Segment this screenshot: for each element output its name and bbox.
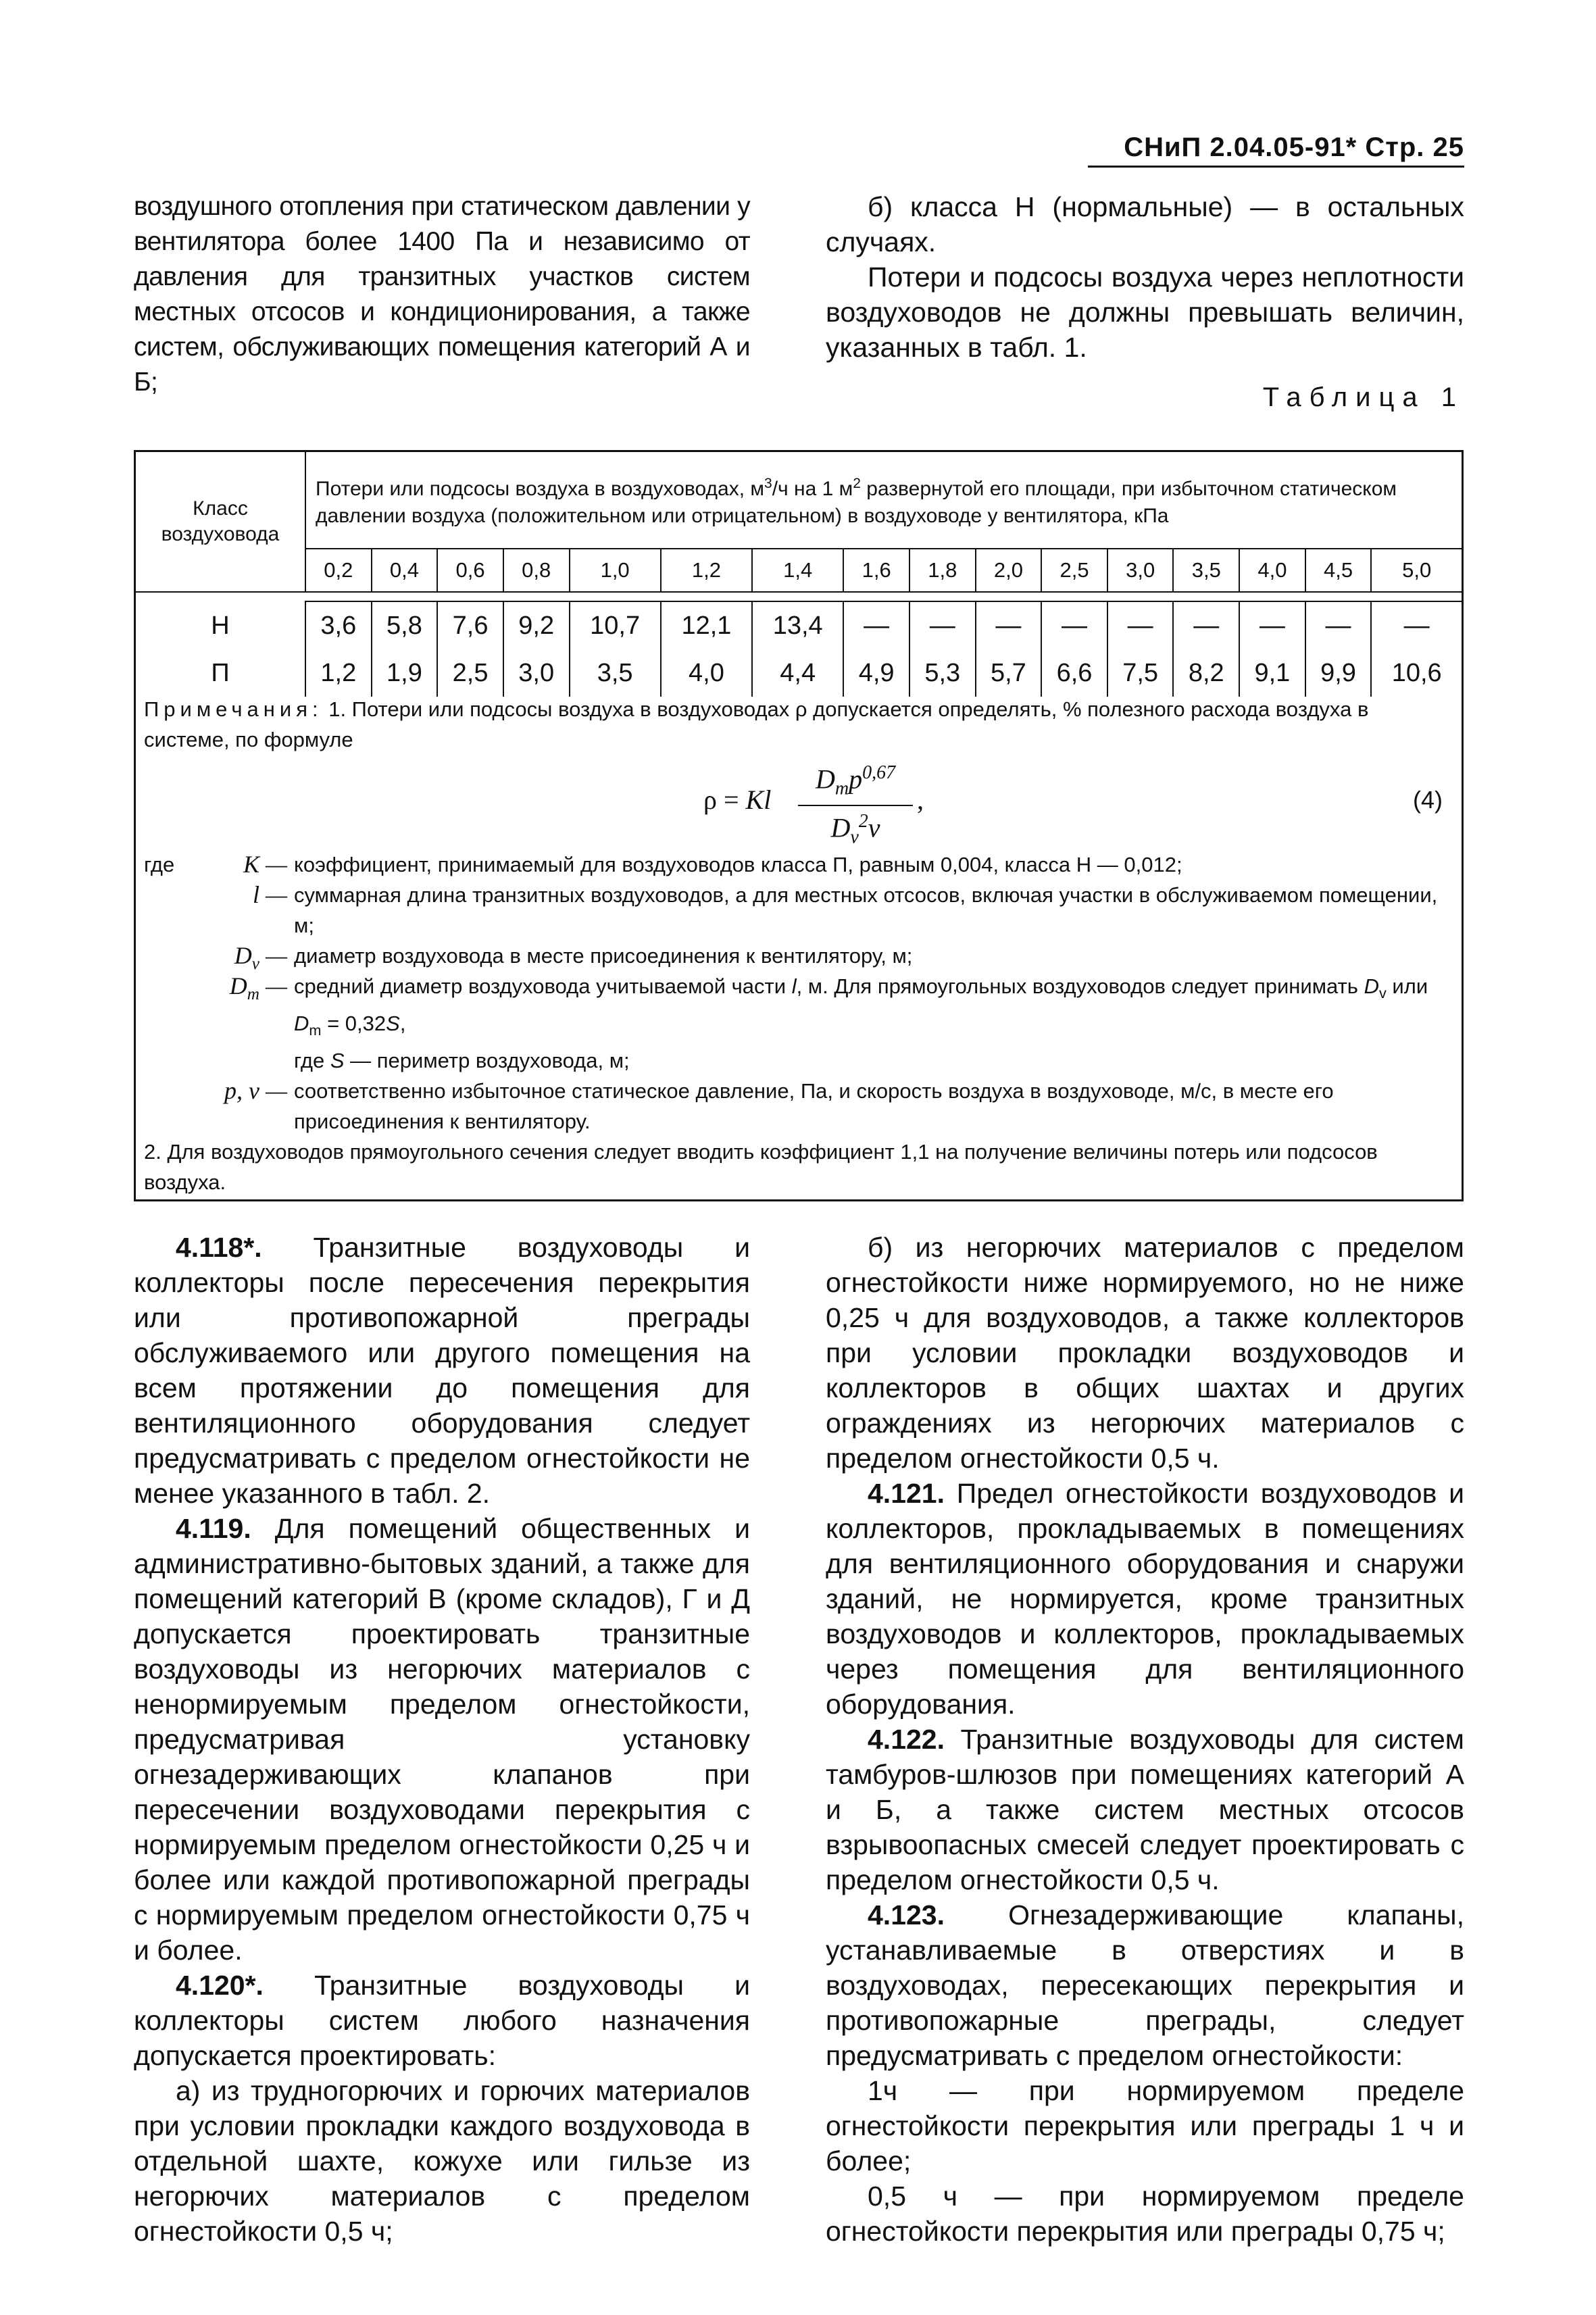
def-l: l — суммарная длина транзитных воздуховодов, а для местных отсосов, включая участки в обслуживаемом помещении, м; (252, 881, 1438, 937)
pressure-col-header: 5,0 (1371, 549, 1462, 592)
para-4-121: 4.121. Предел огнестойкости воздуховодов и коллекторов, прокладываемых в помещениях для вентиляционного оборудования и снаружи зданий, не нормируется, кроме транзитных воздуховодов и коллекторов, прокладываемых через помещения для вентиляционного оборудования. (826, 1478, 1464, 1720)
table-cell: 1,2 (305, 649, 372, 697)
table-notes (144, 694, 1452, 1197)
def-pv: p, v — соответственно избыточное статическое давление, Па, и скорость воздуха в воздуховоде, м/с, в месте его присоединения к вентилятору. (224, 1077, 1334, 1134)
note-1 (144, 694, 1452, 755)
pressure-col-header: 1,8 (909, 549, 976, 592)
table-cell: 8,2 (1173, 649, 1239, 697)
top-right-p1: б) класса Н (нормальные) — в остальных случаях. (826, 191, 1464, 257)
para-4-119: 4.119. Для помещений общественных и административно-бытовых зданий, а также для помещений категорий В (кроме складов), Г и Д допускается проектировать транзитные воздуховоды из негорючих материалов с ненормируемым пределом огнестойкости, предусматривая установку огнезадерживающих клапанов при пересечении воздуховодами перекрытия с нормируемым пределом огнестойкости 0,25 ч и более или каждой противопожарной преграды с нормируемым пределом огнестойкости 0,75 ч и более. (134, 1513, 750, 1966)
table-cell: — (1041, 601, 1107, 649)
top-right-p2: Потери и подсосы воздуха через неплотности воздуховодов не должны превышать величин, указанных в табл. 1. (826, 262, 1464, 363)
table-cell: 10,6 (1371, 649, 1462, 697)
para-4-122: 4.122. Транзитные воздуховоды для систем тамбуров-шлюзов при помещениях категорий А и Б, а также систем местных отсосов взрывоопасных смесей следует проектировать с пределом огнестойкости 0,5 ч. (826, 1724, 1464, 1895)
table-cell: 9,2 (503, 601, 570, 649)
table-cell: 5,7 (976, 649, 1042, 697)
table-cell: 5,8 (372, 601, 438, 649)
table-cell: — (1107, 601, 1174, 649)
table-cell: — (1371, 601, 1462, 649)
def-k: где K — коэффициент, принимаемый для воздуховодов класса П, равным 0,004, класса Н — 0,012; (144, 851, 1182, 878)
formula-denominator: $D_v^2v$ (830, 811, 880, 848)
pressure-col-header: 1,0 (570, 549, 661, 592)
pressure-col-header: 0,6 (437, 549, 503, 592)
table-cell: 5,3 (909, 649, 976, 697)
top-right-column (826, 189, 1464, 365)
pressure-col-header: 4,5 (1305, 549, 1372, 592)
row-class-label: П (136, 649, 305, 697)
top-left-column (134, 189, 750, 400)
pressure-col-header: 2,0 (976, 549, 1042, 592)
table-1 (136, 452, 1462, 697)
def-dv: $D_v$ — диаметр воздуховода в месте присоединения к вентилятору, м; (234, 942, 913, 974)
pressure-col-header: 2,5 (1041, 549, 1107, 592)
pressure-col-header: 1,6 (843, 549, 909, 592)
table-cell: 7,6 (437, 601, 503, 649)
para-4-123: 4.123. Огнезадерживающие клапаны, устанавливаемые в отверстиях и в воздуховодах, пересекающих перекрытия и противопожарные преграды, следует предусматривать с пределом огнестойкости: (826, 1899, 1464, 2071)
table-cell: — (909, 601, 976, 649)
formula-block: ρ = Kl $D_mp^{0,67}$ $D_v^2v$ , (4) (144, 755, 1452, 849)
pressure-col-header: 0,4 (372, 549, 438, 592)
def-s: где S — периметр воздуховода, м; (294, 1049, 630, 1073)
pressure-col-header: 4,0 (1239, 549, 1305, 592)
table-cell: — (1173, 601, 1239, 649)
pressure-col-header: 3,0 (1107, 549, 1174, 592)
table-cell: 7,5 (1107, 649, 1174, 697)
table-cell: 3,0 (503, 649, 570, 697)
class-header: Класс воздуховода (136, 452, 305, 592)
definitions (144, 849, 1452, 1137)
pressure-header-row (136, 549, 1462, 592)
table-cell: 12,1 (661, 601, 752, 649)
table-row-n (136, 601, 1462, 649)
formula-numerator: $D_mp^{0,67}$ (798, 757, 913, 806)
pressure-col-header: 3,5 (1173, 549, 1239, 592)
formula-lhs: ρ = Kl (703, 785, 772, 815)
formula-number: (4) (1413, 786, 1443, 814)
pressure-col-header: 1,4 (752, 549, 843, 592)
table-cell: 10,7 (570, 601, 661, 649)
notes-label: Примечания: (144, 697, 323, 721)
pressure-col-header: 0,8 (503, 549, 570, 592)
table-cell: — (843, 601, 909, 649)
row-class-label: Н (136, 601, 305, 649)
def-dm: $D_m$ — средний диаметр воздуховода учитываемой части l, м. Для прямоугольных воздуховодов следует принимать $D_v$ или $D_m = 0,32S$, (229, 972, 1428, 1039)
pressure-col-header: 0,2 (305, 549, 372, 592)
table-cell: 4,4 (752, 649, 843, 697)
table-cell: 1,9 (372, 649, 438, 697)
table-title: Таблица 1 (1262, 382, 1464, 412)
note-2: 2. Для воздуховодов прямоугольного сечения следует вводить коэффициент 1,1 на получение величины потерь или подсосов воздуха. (144, 1140, 1378, 1195)
para-4-120-a: а) из трудногорючих и горючих материалов при условии прокладки каждого воздуховода в отдельной шахте, кожухе или гильзе из негорючих материалов с пределом огнестойкости 0,5 ч; (134, 2075, 750, 2247)
table-cell: — (976, 601, 1042, 649)
left-column (134, 1230, 750, 2249)
para-4-123-a: 1ч — при нормируемом пределе огнестойкости перекрытия или преграды 1 ч и более; (826, 2075, 1464, 2176)
right-column (826, 1230, 1464, 2249)
table-cell: 9,9 (1305, 649, 1372, 697)
para-4-120-b: б) из негорючих материалов с пределом огнестойкости ниже нормируемого, но не ниже 0,25 ч для воздуховодов, а также коллекторов при условии прокладки воздуховодов и коллекторов в общих шахтах и других ограждениях из негорючих материалов с пределом огнестойкости 0,5 ч. (826, 1232, 1464, 1474)
table-cell: 2,5 (437, 649, 503, 697)
running-head: СНиП 2.04.05-91* Стр. 25 (1088, 132, 1464, 168)
formula-fraction (798, 757, 913, 853)
table-cell: 4,9 (843, 649, 909, 697)
table-cell: — (1305, 601, 1372, 649)
note-1-text: 1. Потери или подсосы воздуха в воздуховодах ρ допускается определять, % полезного расхода воздуха в системе, по формуле (144, 697, 1369, 751)
para-4-123-b: 0,5 ч — при нормируемом пределе огнестойкости перекрытия или преграды 0,75 ч; (826, 2181, 1464, 2247)
table-cell: 9,1 (1239, 649, 1305, 697)
table-1-box (134, 450, 1464, 1201)
table-cell: — (1239, 601, 1305, 649)
pressure-col-header: 1,2 (661, 549, 752, 592)
top-left-text: воздушного отопления при статическом давлении у вентилятора более 1400 Па и независимо от давления для транзитных участков систем местных отсосов и кондиционирования, а также систем, обслуживающих помещения категорий А и Б; (134, 192, 750, 397)
losses-header: Потери или подсосы воздуха в воздуховодах, $м^3/ч$ на 1 $м^2$ развернутой его площади, при избыточном статическом давлении воздуха (положительном или отрицательном) в воздуховоде у вентилятора, кПа (305, 452, 1462, 549)
table-row-p (136, 649, 1462, 697)
table-cell: 4,0 (661, 649, 752, 697)
table-cell: 6,6 (1041, 649, 1107, 697)
table-cell: 13,4 (752, 601, 843, 649)
table-cell: 3,5 (570, 649, 661, 697)
table-cell: 3,6 (305, 601, 372, 649)
para-4-120: 4.120*. Транзитные воздуховоды и коллекторы систем любого назначения допускается проектировать: (134, 1970, 750, 2071)
para-4-118: 4.118*. Транзитные воздуховоды и коллекторы после пересечения перекрытия или противопожарной преграды обслуживаемого или другого помещения на всем протяжении до помещения для вентиляционного оборудования следует предусматривать с пределом огнестойкости не менее указанного в табл. 2. (134, 1232, 750, 1509)
